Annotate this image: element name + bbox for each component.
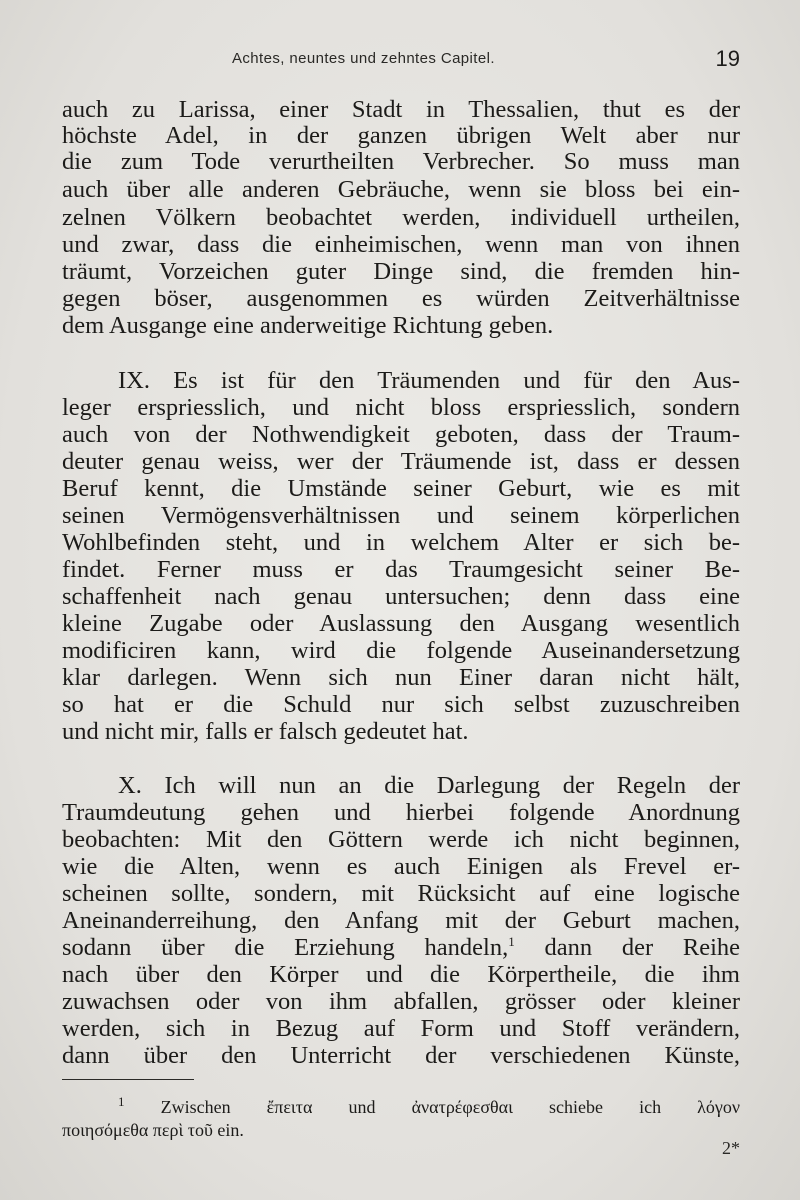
- text-line: die zum Tode verurtheilten Verbrecher. So muss man: [62, 148, 740, 175]
- text-line-with-footnote: [62, 934, 740, 962]
- text-line: Aneinanderreihung, den Anfang mit der Geburt machen,: [62, 907, 740, 934]
- page-number: 19: [715, 46, 740, 71]
- text-line: scheinen sollte, sondern, mit Rücksicht auf eine logische: [62, 880, 740, 907]
- text-line: Traumdeutung gehen und hierbei folgende Anordnung: [62, 799, 740, 826]
- text-line: deuter genau weiss, wer der Träumende ist, dass er dessen: [62, 448, 740, 475]
- text-line: beobachten: Mit den Göttern werde ich nicht beginnen,: [62, 826, 740, 853]
- text-line: auch über alle anderen Gebräuche, wenn sie bloss bei ein-: [62, 176, 740, 203]
- text-line: kleine Zugabe oder Auslassung den Ausgang wesentlich: [62, 610, 740, 637]
- signature-mark: 2*: [722, 1138, 740, 1158]
- text-line: gegen böser, ausgenommen es würden Zeitverhältnisse: [62, 285, 740, 312]
- text-line: wie die Alten, wenn es auch Einigen als Frevel er-: [62, 853, 740, 880]
- text-line: seinen Vermögensverhältnissen und seinem körperlichen: [62, 502, 740, 529]
- text-line: X. Ich will nun an die Darlegung der Regeln der: [118, 772, 740, 799]
- text-line: leger erspriesslich, und nicht bloss erspriesslich, sondern: [62, 394, 740, 421]
- running-title: Achtes, neuntes und zehntes Capitel.: [232, 50, 495, 67]
- footnote-divider: [62, 1079, 194, 1080]
- text-line: schaffenheit nach genau untersuchen; denn dass eine: [62, 583, 740, 610]
- footnote-line: [118, 1096, 740, 1118]
- text-line: findet. Ferner muss er das Traumgesicht seiner Be-: [62, 556, 740, 583]
- text-line: so hat er die Schuld nur sich selbst zuzuschreiben: [62, 691, 740, 718]
- text-segment: sodann über die Erziehung handeln,: [62, 934, 509, 961]
- text-line: nach über den Körper und die Körpertheile, die ihm: [62, 961, 740, 988]
- text-segment: dann der Reihe: [514, 934, 741, 961]
- text-line: dem Ausgange eine anderweitige Richtung geben.: [62, 312, 554, 339]
- text-line: klar darlegen. Wenn sich nun Einer daran nicht hält,: [62, 664, 740, 691]
- text-line: auch zu Larissa, einer Stadt in Thessalien, thut es der: [62, 96, 740, 123]
- text-line: zuwachsen oder von ihm abfallen, grösser oder kleiner: [62, 988, 740, 1015]
- text-line: IX. Es ist für den Träumenden und für den Aus-: [118, 367, 740, 394]
- text-line: Beruf kennt, die Umstände seiner Geburt, wie es mit: [62, 475, 740, 502]
- footnote-reference[interactable]: 1: [508, 933, 515, 949]
- text-line: modificiren kann, wird die folgende Auseinandersetzung: [62, 637, 740, 664]
- text-line: dann über den Unterricht der verschiedenen Künste,: [62, 1042, 740, 1069]
- footnote-line: ποιησόμεθα περὶ τοῦ ein.: [62, 1120, 244, 1140]
- footnote-text: Zwischen ἔπειτα und ἀνατρέφεσθαι schiebe ich λόγον: [124, 1097, 740, 1117]
- footnote-marker: 1: [118, 1094, 125, 1109]
- text-line: werden, sich in Bezug auf Form und Stoff verändern,: [62, 1015, 740, 1042]
- text-line: träumt, Vorzeichen guter Dinge sind, die fremden hin-: [62, 258, 740, 285]
- text-line: und nicht mir, falls er falsch gedeutet hat.: [62, 718, 469, 745]
- text-line: höchste Adel, in der ganzen übrigen Welt aber nur: [62, 122, 740, 149]
- text-line: und zwar, dass die einheimischen, wenn man von ihnen: [62, 231, 740, 258]
- text-line: auch von der Nothwendigkeit geboten, dass der Traum-: [62, 421, 740, 448]
- running-head: [62, 46, 740, 72]
- text-line: Wohlbefinden steht, und in welchem Alter er sich be-: [62, 529, 740, 556]
- text-line: zelnen Völkern beobachtet werden, individuell urtheilen,: [62, 204, 740, 231]
